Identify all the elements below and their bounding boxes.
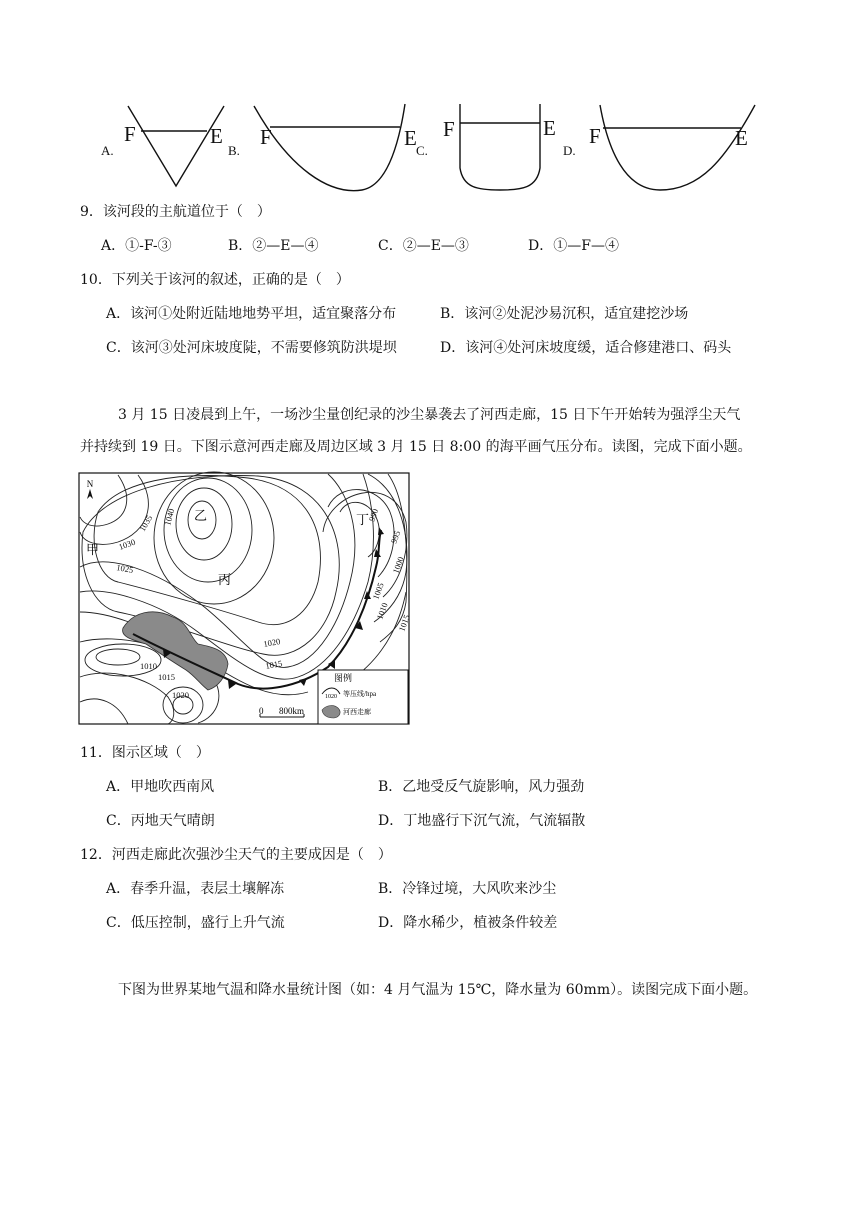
q12-option-d[interactable]: D．降水稀少，植被条件较差 — [378, 915, 558, 931]
q11-option-d[interactable]: D．丁地盛行下沉气流，气流辐散 — [378, 813, 586, 829]
q9-option-d[interactable]: D．①—F—④ — [528, 238, 619, 254]
q9-stem: 9．该河段的主航道位于（ ） — [80, 204, 271, 220]
profile-a-shape — [128, 106, 224, 186]
isobar-label-1020-n: 1020 — [262, 636, 282, 649]
q10-option-d[interactable]: D．该河④处河床坡度缓，适合修建港口、码头 — [440, 340, 732, 356]
q9-option-b[interactable]: B．②—E—④ — [228, 238, 319, 254]
profile-drawings — [0, 0, 860, 200]
svg-text:图例: 图例 — [334, 673, 353, 683]
q11-stem: 11．图示区域（ ） — [80, 745, 210, 761]
isobar-label-1010-s: 1010 — [140, 661, 157, 671]
isobar-label-1035: 1035 — [137, 513, 155, 533]
isobar-label-990: 990 — [366, 507, 381, 523]
map-legend — [318, 670, 408, 724]
q9-option-c[interactable]: C．②—E—③ — [378, 238, 469, 254]
profile-b-f: F — [260, 125, 272, 149]
pressure-map — [78, 472, 410, 725]
profile-a-label: A. — [101, 143, 114, 158]
profile-a-e: E — [210, 124, 223, 148]
isobar-label-1015-n: 1015 — [264, 658, 284, 671]
profile-c-label: C. — [416, 143, 428, 158]
svg-text:N: N — [86, 479, 94, 489]
svg-text:800km: 800km — [279, 706, 305, 716]
isobar-label-1000: 1000 — [390, 555, 406, 575]
profile-c-f: F — [443, 117, 455, 141]
q10-stem: 10．下列关于该河的叙述，正确的是（ ） — [80, 272, 350, 288]
q10-option-a[interactable]: A．该河①处附近陆地地势平坦，适宜聚落分布 — [106, 306, 397, 322]
isobar-label-995: 995 — [388, 529, 403, 545]
place-ding: 丁 — [356, 512, 370, 527]
q11-option-a[interactable]: A．甲地吹西南风 — [106, 779, 215, 795]
isobar-label-1015-s: 1015 — [158, 672, 175, 682]
place-yi: 乙 — [194, 508, 208, 523]
profile-d-shape — [600, 105, 755, 190]
profile-d-f: F — [589, 124, 601, 148]
place-jia: 甲 — [86, 542, 100, 557]
profile-d-e: E — [735, 126, 748, 150]
passage2: 下图为世界某地气温和降水量统计图（如：4 月气温为 15℃，降水量为 60mm）。读图完成下面小题。 — [118, 982, 758, 998]
isobar-label-1015-e: 1015 — [396, 613, 412, 633]
q9-option-a[interactable]: A．①-F-③ — [101, 238, 172, 254]
q10-option-b[interactable]: B．该河②处泥沙易沉积，适宜建挖沙场 — [440, 306, 689, 322]
passage1-line2: 并持续到 19 日。下图示意河西走廊及周边区域 3 月 15 日 8:00 的海平画气压分布。读图，完成下面小题。 — [80, 439, 752, 455]
profile-d-label: D. — [563, 143, 576, 158]
q10-option-c[interactable]: C．该河③处河床坡度陡，不需要修筑防洪堤坝 — [106, 340, 397, 356]
isobar-label-1030: 1030 — [117, 536, 137, 552]
svg-text:1020: 1020 — [325, 694, 337, 700]
isobar-label-1020-s: 1020 — [172, 690, 189, 700]
svg-text:0: 0 — [259, 706, 264, 716]
profile-c-shape — [460, 104, 540, 190]
svg-text:等压线/hpa: 等压线/hpa — [343, 690, 377, 698]
place-bing: 丙 — [218, 572, 232, 587]
q11-option-c[interactable]: C．丙地天气晴朗 — [106, 813, 215, 829]
q12-option-a[interactable]: A．春季升温，表层土壤解冻 — [106, 881, 285, 897]
profile-c-e: E — [543, 116, 556, 140]
svg-text:河西走廊: 河西走廊 — [343, 708, 371, 716]
isobar-label-1010-e: 1010 — [374, 601, 390, 621]
q11-option-b[interactable]: B．乙地受反气旋影响，风力强劲 — [378, 779, 585, 795]
profile-b-shape — [254, 104, 405, 191]
isobar-label-1040: 1040 — [162, 507, 177, 527]
q12-option-b[interactable]: B．冷锋过境，大风吹来沙尘 — [378, 881, 557, 897]
q12-option-c[interactable]: C．低压控制，盛行上升气流 — [106, 915, 285, 931]
profile-a-f: F — [124, 122, 136, 146]
q12-stem: 12．河西走廊此次强沙尘天气的主要成因是（ ） — [80, 847, 392, 863]
isobar-label-1005: 1005 — [370, 581, 386, 601]
profile-b-e: E — [404, 126, 417, 150]
profile-b-label: B. — [228, 143, 240, 158]
isobar-label-1025: 1025 — [115, 562, 135, 575]
passage1-line1: 3 月 15 日凌晨到上午，一场沙尘量创纪录的沙尘暴袭去了河西走廊，15 日下午开始转为强浮尘天气 — [118, 407, 741, 423]
